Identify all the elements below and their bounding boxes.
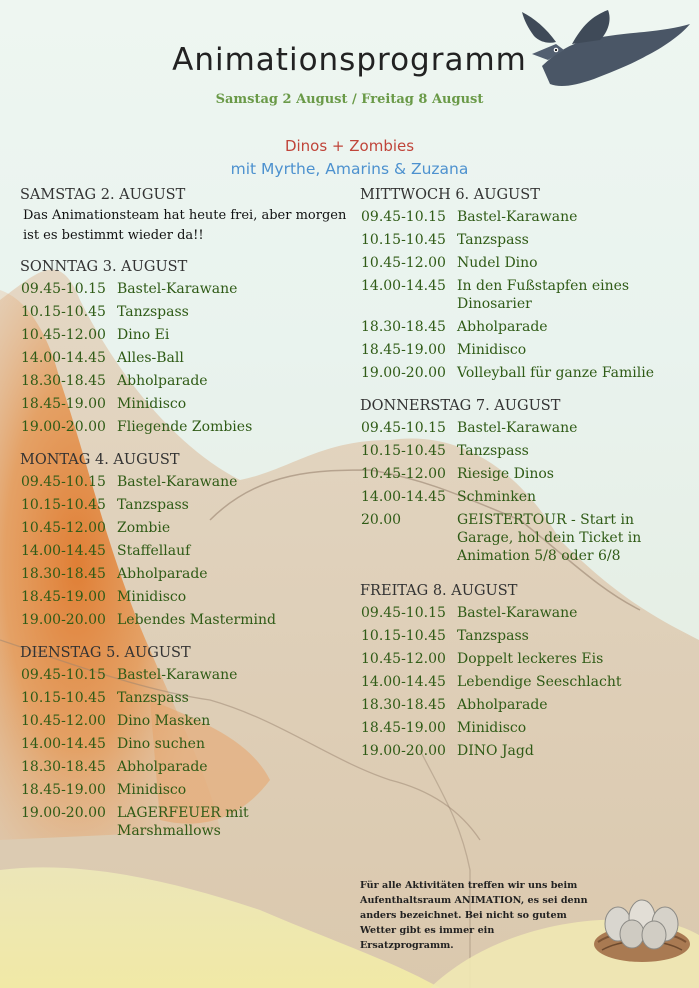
time-slot: 18.45-19.00 [361,720,446,736]
theme-title: Dinos + Zombies [284,137,415,155]
activity: Abholparade [117,759,208,775]
schedule-row [360,229,680,252]
schedule-row [360,648,680,671]
schedule-row [20,733,350,756]
schedule-row [20,278,350,301]
activity: Bastel-Karawane [117,474,238,490]
time-slot: 09.45-10.15 [21,474,106,490]
time-slot: 20.00 [361,512,402,528]
day-block-donnerstag [360,397,680,568]
schedule-row [20,802,350,843]
schedule-row [360,625,680,648]
time-slot: 09.45-10.15 [361,605,446,621]
schedule-row [360,671,680,694]
activity: Abholparade [117,566,208,582]
activity: Tanzspass [457,628,529,644]
time-slot: 10.15-10.45 [21,497,106,513]
activity: Bastel-Karawane [457,209,578,225]
schedule-row [20,517,350,540]
schedule-row [360,316,680,339]
activity: Zombie [117,520,171,536]
time-slot: 14.00-14.45 [21,543,106,559]
day-block-mittwoch [360,186,680,385]
time-slot: 09.45-10.15 [21,667,106,683]
schedule-row [20,416,350,439]
schedule-row [360,417,680,440]
page-title: Animationsprogramm [172,42,527,78]
time-slot: 14.00-14.45 [21,736,106,752]
hosts-line: mit Myrthe, Amarins & Zuzana [230,160,469,178]
activity: Bastel-Karawane [117,667,238,683]
activity: GEISTERTOUR - Start in Garage, hol dein Ticket in Animation 5/8 oder 6/8 [457,512,642,564]
day-title: SONNTAG 3. AUGUST [20,259,188,275]
schedule-row [20,540,350,563]
activity: Abholparade [457,697,548,713]
time-slot: 10.15-10.45 [21,690,106,706]
activity: Tanzspass [457,443,529,459]
schedule-row [20,301,350,324]
schedule-row [20,370,350,393]
activity: Lebendes Mastermind [117,612,276,628]
time-slot: 10.45-12.00 [21,327,106,343]
day-block-sonntag [20,258,350,439]
schedule-row [20,756,350,779]
schedule-row [360,252,680,275]
time-slot: 10.45-12.00 [361,466,446,482]
schedule-row [360,694,680,717]
date-range-subtitle: Samstag 2 August / Freitag 8 August [215,92,484,107]
time-slot: 18.30-18.45 [361,697,446,713]
time-slot: 10.15-10.45 [361,443,446,459]
time-slot: 19.00-20.00 [21,805,106,821]
time-slot: 09.45-10.15 [21,281,106,297]
activity: Dino Ei [117,327,170,343]
day-title: FREITAG 8. AUGUST [360,583,518,599]
activity: Tanzspass [457,232,529,248]
activity: Riesige Dinos [457,466,554,482]
schedule-row [360,362,680,385]
schedule-row [360,339,680,362]
activity: Dino Masken [117,713,211,729]
schedule-row [20,393,350,416]
time-slot: 18.30-18.45 [21,373,106,389]
footer-note: Für alle Aktivitäten treffen wir uns beim Aufenthaltsraum ANIMATION, es sei denn anders bezeichnet. Bei nicht so gutem Wetter gibt es immer ein Ersatzprogramm. [360,880,588,951]
activity: Lebendige Seeschlacht [457,674,622,690]
activity: Fliegende Zombies [117,419,253,435]
time-slot: 10.45-12.00 [361,255,446,271]
time-slot: 14.00-14.45 [21,350,106,366]
time-slot: 10.15-10.45 [21,304,106,320]
egg-nest-icon [588,888,696,968]
schedule-row [20,494,350,517]
time-slot: 18.30-18.45 [361,319,446,335]
time-slot: 18.30-18.45 [21,759,106,775]
time-slot: 09.45-10.15 [361,420,446,436]
day-block-freitag [360,582,680,763]
activity: Tanzspass [117,304,189,320]
activity: Alles-Ball [117,350,184,366]
schedule-row [20,563,350,586]
day-block-samstag [20,186,350,246]
time-slot: 14.00-14.45 [361,278,446,294]
schedule-column-left [20,186,350,843]
activity: LAGERFEUER mit Marshmallows [117,805,249,839]
activity: Minidisco [457,342,527,358]
time-slot: 14.00-14.45 [361,489,446,505]
time-slot: 09.45-10.15 [361,209,446,225]
activity: Minidisco [117,396,187,412]
day-title: MONTAG 4. AUGUST [20,452,180,468]
time-slot: 19.00-20.00 [361,365,446,381]
activity: In den Fußstapfen eines Dinosarier [457,278,630,312]
day-title: DONNERSTAG 7. AUGUST [360,398,561,414]
schedule-row [20,779,350,802]
activity: Bastel-Karawane [117,281,238,297]
schedule-row [360,740,680,763]
schedule-row [360,509,680,568]
time-slot: 14.00-14.45 [361,674,446,690]
schedule-row [20,664,350,687]
activity: Staffellauf [117,543,191,559]
activity: Bastel-Karawane [457,605,578,621]
schedule-row [360,206,680,229]
activity: Nudel Dino [457,255,538,271]
schedule-row [360,486,680,509]
time-slot: 18.30-18.45 [21,566,106,582]
time-slot: 10.45-12.00 [21,713,106,729]
time-slot: 19.00-20.00 [21,612,106,628]
activity: Bastel-Karawane [457,420,578,436]
day-block-montag [20,451,350,632]
activity: DINO Jagd [457,743,534,759]
time-slot: 10.15-10.45 [361,628,446,644]
day-title: DIENSTAG 5. AUGUST [20,645,191,661]
time-slot: 19.00-20.00 [361,743,446,759]
activity: Abholparade [117,373,208,389]
activity: Volleyball für ganze Familie [457,365,654,381]
activity: Abholparade [457,319,548,335]
time-slot: 10.45-12.00 [361,651,446,667]
schedule-column-right [360,186,680,763]
time-slot: 10.15-10.45 [361,232,446,248]
time-slot: 18.45-19.00 [361,342,446,358]
schedule-row [20,324,350,347]
time-slot: 10.45-12.00 [21,520,106,536]
day-block-dienstag [20,644,350,843]
schedule-row [20,710,350,733]
day-title: MITTWOCH 6. AUGUST [360,187,540,203]
activity: Minidisco [117,782,187,798]
activity: Schminken [457,489,537,505]
time-slot: 18.45-19.00 [21,589,106,605]
time-slot: 18.45-19.00 [21,396,106,412]
schedule-row [360,463,680,486]
time-slot: 19.00-20.00 [21,419,106,435]
activity: Tanzspass [117,497,189,513]
activity: Tanzspass [117,690,189,706]
schedule-row [360,440,680,463]
schedule-row [20,471,350,494]
time-slot: 18.45-19.00 [21,782,106,798]
activity: Minidisco [117,589,187,605]
schedule-row [360,717,680,740]
day-title: SAMSTAG 2. AUGUST [20,187,186,203]
day-note: Das Animationsteam hat heute frei, aber morgen ist es bestimmt wieder da!! [23,208,347,243]
activity: Dino suchen [117,736,205,752]
schedule-row [20,687,350,710]
activity: Doppelt leckeres Eis [457,651,604,667]
schedule-row [20,347,350,370]
schedule-row [20,609,350,632]
activity: Minidisco [457,720,527,736]
schedule-row [20,586,350,609]
schedule-row [360,602,680,625]
schedule-row [360,275,680,316]
